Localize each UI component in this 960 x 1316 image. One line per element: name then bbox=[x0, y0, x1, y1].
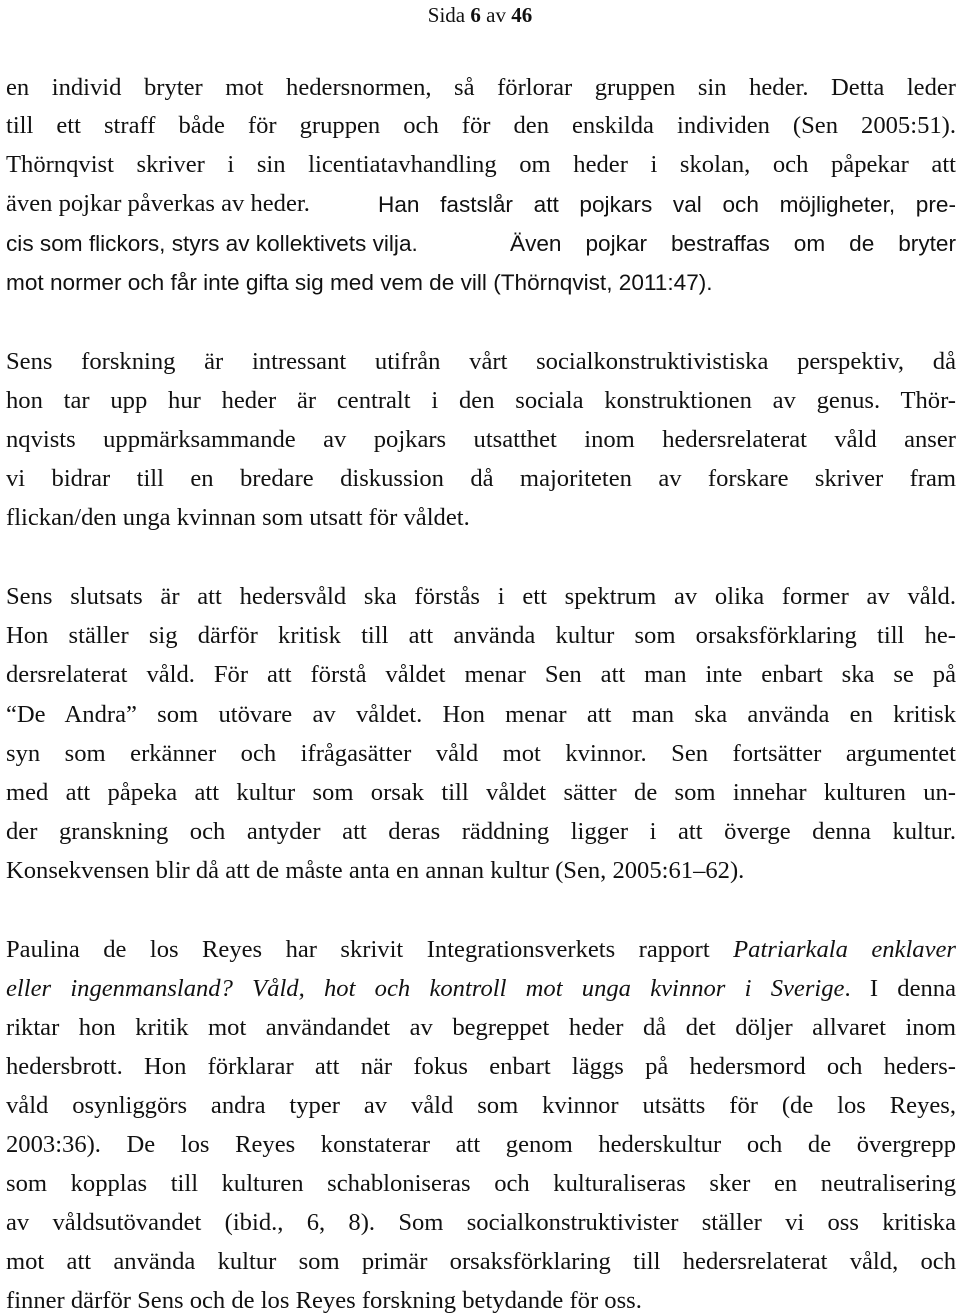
text-line bbox=[6, 935, 956, 965]
text-line: Konsekvensen blir då att de måste anta en annan kultur (Sen, 2005:61–62). bbox=[6, 857, 745, 884]
text-line-mixed bbox=[6, 189, 956, 219]
text-line: mot normer och får inte gifta sig med vem de vill (Thörnqvist, 2011:47). bbox=[6, 270, 713, 295]
text-segment: . I denna bbox=[844, 975, 956, 1002]
text-line: finner därför Sens och de los Reyes forskning betydande för oss. bbox=[6, 1287, 642, 1314]
text-line: vi bidrar till en bredare diskussion då majoriteten av forskare skriver fram bbox=[6, 465, 956, 492]
text-line: våld osynliggörs andra typer av våld som kvinnor utsätts för (de los Reyes, bbox=[6, 1092, 956, 1119]
text-line: syn som erkänner och ifrågasätter våld mot kvinnor. Sen fortsätter argumentet bbox=[6, 740, 956, 767]
text-line: riktar hon kritik mot användandet av begreppet heder då det döljer allvaret inom bbox=[6, 1014, 956, 1041]
page-header bbox=[0, 1, 960, 29]
text-line: som kopplas till kulturen schabloniseras och kulturaliseras sker en neutralisering bbox=[6, 1170, 956, 1197]
text-line: “De Andra” som utövare av våldet. Hon menar att man ska använda en kritisk bbox=[6, 701, 956, 728]
text-segment: Paulina de los Reyes har skrivit Integrationsverkets rapport bbox=[6, 936, 734, 963]
text-line: Sens slutsats är att hedersvåld ska förstås i ett spektrum av olika former av våld. bbox=[6, 583, 956, 610]
page-label: Sida bbox=[427, 3, 466, 27]
text-segment: Även pojkar bestraffas om de bryter bbox=[510, 231, 956, 256]
page-number: 6 bbox=[470, 3, 481, 27]
text-line: Sens forskning är intressant utifrån vårt socialkonstruktivistiska perspektiv, då bbox=[6, 348, 956, 375]
text-line: flickan/den unga kvinnan som utsatt för våldet. bbox=[6, 504, 470, 531]
text-line: hon tar upp hur heder är centralt i den sociala konstruktionen av genus. Thör- bbox=[6, 387, 956, 414]
text-line: mot att använda kultur som primär orsaksförklaring till hedersrelaterat våld, och bbox=[6, 1248, 956, 1275]
text-line-mixed bbox=[6, 228, 956, 258]
page-of-label: av bbox=[486, 3, 506, 27]
text-segment: Han fastslår att pojkars val och möjligheter, pre- bbox=[378, 192, 956, 217]
text-segment: även pojkar påverkas av heder. bbox=[6, 190, 310, 217]
text-line: en individ bryter mot hedersnormen, så förlorar gruppen sin heder. Detta leder bbox=[6, 74, 956, 101]
text-line: dersrelaterat våld. För att förstå våldet menar Sen att man inte enbart ska se på bbox=[6, 661, 956, 688]
text-line: Hon ställer sig därför kritisk till att använda kultur som orsaksförklaring till he- bbox=[6, 622, 956, 649]
text-line: av våldsutövandet (ibid., 6, 8). Som socialkonstruktivister ställer vi oss kritiska bbox=[6, 1209, 956, 1236]
report-title-part-1: Patriarkala enklaver bbox=[733, 936, 956, 963]
text-line: till ett straff både för gruppen och för den enskilda individen (Sen 2005:51). bbox=[6, 112, 956, 139]
text-line: hedersbrott. Hon förklarar att när fokus enbart läggs på hedersmord och heders- bbox=[6, 1053, 956, 1080]
text-line: nqvists uppmärksammande av pojkars utsatthet inom hedersrelaterat våld anser bbox=[6, 426, 956, 453]
report-title-part-2: eller ingenmansland? Våld, hot och kontroll mot unga kvinnor i Sverige bbox=[6, 975, 845, 1002]
text-line: med att påpeka att kultur som orsak till våldet sätter de som innehar kulturen un- bbox=[6, 779, 956, 806]
page-total: 46 bbox=[511, 3, 533, 27]
text-line bbox=[6, 974, 956, 1004]
text-line: Thörnqvist skriver i sin licentiatavhandling om heder i skolan, och påpekar att bbox=[6, 151, 956, 178]
text-line: der granskning och antyder att deras räddning ligger i att överge denna kultur. bbox=[6, 818, 956, 845]
text-line: 2003:36). De los Reyes konstaterar att genom hederskultur och de övergrepp bbox=[6, 1131, 956, 1158]
text-segment: cis som flickors, styrs av kollektivets vilja. bbox=[6, 231, 418, 256]
